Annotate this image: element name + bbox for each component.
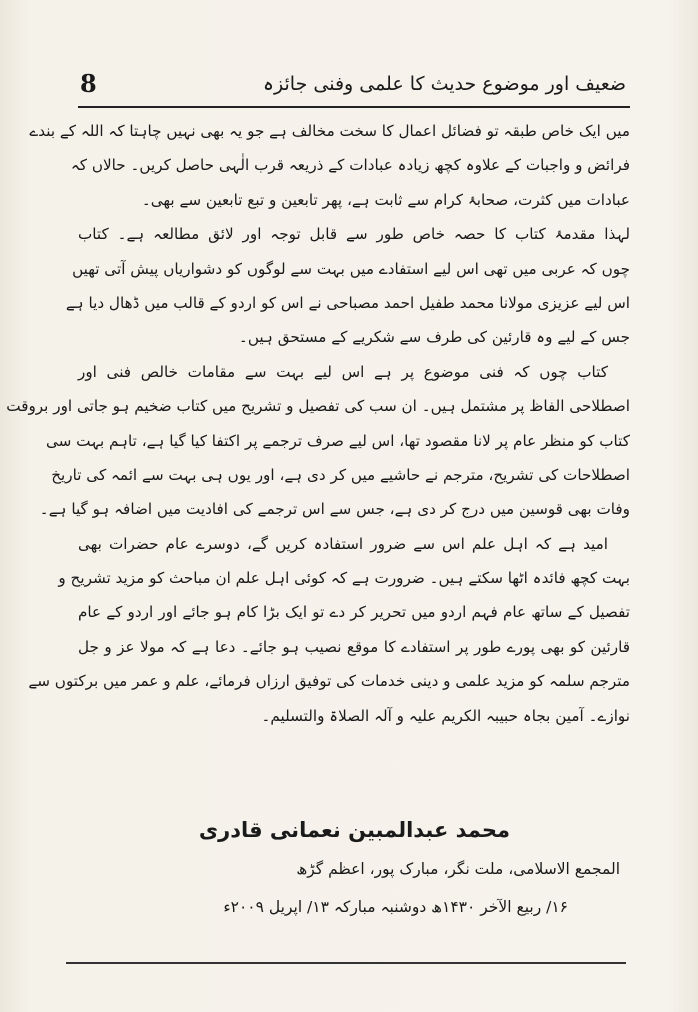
text-line: تفصیل کے ساتھ عام فہم اردو میں تحریر کر دے تو ایک بڑا کام ہو جائے اور اردو کے عام bbox=[78, 603, 630, 622]
text-line: اصطلاحی الفاظ پر مشتمل ہیں۔ ان سب کی تفصیل و تشریح میں کتاب ضخیم ہو جاتی اور بروقت bbox=[6, 397, 630, 416]
text-line: فرائض و واجبات کے علاوہ کچھ زیادہ عبادات کے ذریعہ قرب الٰہی حاصل کریں۔ حالاں کہ bbox=[70, 156, 630, 175]
footer-rule bbox=[66, 962, 626, 964]
text-line: نوازے۔ آمین بجاہ حبیبہ الکریم علیہ و آلہ الصلاۃ والتسلیم۔ bbox=[261, 706, 630, 725]
text-line: بہت کچھ فائدہ اٹھا سکتے ہیں۔ ضرورت ہے کہ کوئی اہل علم ان مباحث کو مزید تشریح و bbox=[58, 569, 630, 588]
text-line: جس کے لیے وہ قارئین کی طرف سے شکریے کے مستحق ہیں۔ bbox=[238, 328, 630, 347]
running-title: ضعیف اور موضوع حدیث کا علمی وفنی جائزہ bbox=[262, 73, 626, 95]
text-line: چوں کہ عربی میں تھی اس لیے استفادے میں بہت سے لوگوں کو دشواریاں پیش آتی تھیں bbox=[72, 259, 630, 278]
text-line: کتاب چوں کہ فنی موضوع پر ہے اس لیے بہت سے مقامات خالص فنی اور bbox=[78, 362, 608, 381]
signature-block bbox=[78, 810, 630, 926]
header-rule bbox=[78, 106, 630, 108]
body-text bbox=[6, 114, 630, 733]
text-line: وفات بھی قوسین میں درج کر دی ہے، جس سے اس ترجمے کی افادیت میں اضافہ ہو گیا ہے۔ bbox=[39, 500, 630, 519]
text-line: کتاب کو منظر عام پر لانا مقصود تھا، اس لیے صرف ترجمے پر اکتفا کیا گیا ہے، تاہم بہت سی bbox=[45, 431, 630, 450]
text-line: مترجم سلمہ کو مزید علمی و دینی خدمات کی توفیق ارزاں فرمائے، علم و عمر میں برکتوں سے bbox=[28, 672, 630, 691]
signature-date: ۱۶/ ربیع الآخر ۱۴۳۰ھ دوشنبہ مبارکہ ۱۳/ اپریل ۲۰۰۹ء bbox=[223, 898, 568, 916]
author-address: المجمع الاسلامی، ملت نگر، مبارک پور، اعظم گڑھ bbox=[296, 860, 620, 878]
text-line: اصطلاحات کی تشریح، مترجم نے حاشیے میں کر دی ہے، اور یوں ہی بہت سے ائمہ کی تاریخ bbox=[51, 465, 630, 484]
text-line: اس لیے عزیزی مولانا محمد طفیل احمد مصباحی نے اس کو اردو کے قالب میں ڈھال دیا ہے bbox=[65, 293, 630, 312]
text-line: عبادات میں کثرت، صحابۂ کرام سے ثابت ہے، پھر تابعین و تبع تابعین سے بھی۔ bbox=[141, 190, 630, 209]
text-line: امید ہے کہ اہل علم اس سے ضرور استفادہ کریں گے، دوسرے عام حضرات بھی bbox=[78, 534, 608, 553]
page-header bbox=[80, 66, 626, 106]
text-line: قارئین کو بھی پورے طور پر استفادے کا موقع نصیب ہو جائے۔ دعا ہے کہ مولا عز و جل bbox=[78, 637, 630, 656]
text-line: میں ایک خاص طبقہ تو فضائل اعمال کا سخت مخالف ہے جو یہ بھی نہیں چاہتا کہ اللہ کے بندے bbox=[29, 122, 630, 140]
page-number: 8 bbox=[80, 69, 97, 98]
text-line: لہذا مقدمۂ کتاب کا حصہ خاص طور سے قابل توجہ اور لائق مطالعہ ہے۔ کتاب bbox=[78, 225, 630, 244]
author-name: محمد عبدالمبین نعمانی قادری bbox=[198, 818, 510, 842]
